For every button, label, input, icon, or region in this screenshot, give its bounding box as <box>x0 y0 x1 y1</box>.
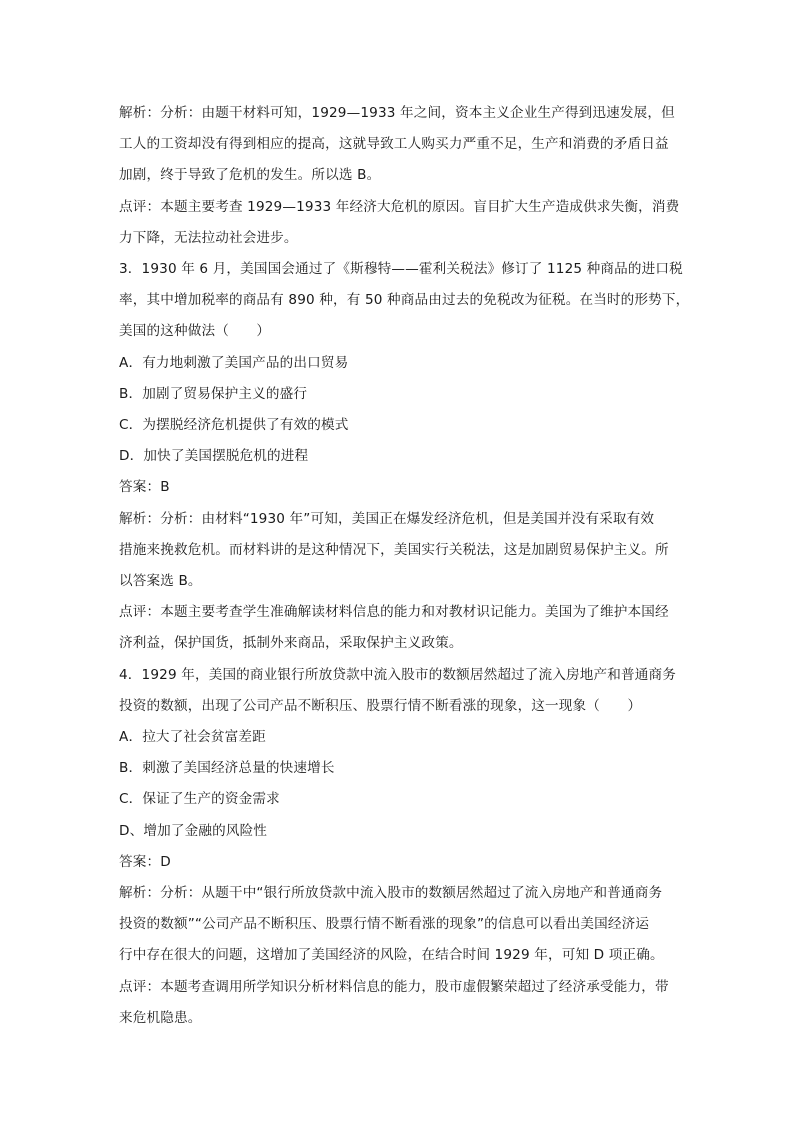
document-page <box>119 98 690 1034</box>
option-text: C．为摆脱经济危机提供了有效的模式 <box>119 417 349 434</box>
text-line: 济利益，保护国货，抵制外来商品，采取保护主义政策。 <box>119 635 463 652</box>
answer-3 <box>119 472 679 503</box>
text-line: 来危机隐患。 <box>119 1009 202 1026</box>
question-3-stem <box>119 254 690 348</box>
option-text: D、增加了金融的风险性 <box>119 822 268 839</box>
question-4-option-d <box>119 816 679 847</box>
analysis-paragraph <box>119 98 679 192</box>
text-line: 以答案选 B。 <box>119 573 202 590</box>
question-3-option-a <box>119 348 679 379</box>
text-line: 点评：本题主要考查学生准确解读材料信息的能力和对教材识记能力。美国为了维护本国经 <box>119 604 669 621</box>
text-line: 3．1930 年 6 月，美国国会通过了《斯穆特——霍利关税法》修订了 1125 种商品的进口税 <box>119 261 683 278</box>
text-line: 加剧，终于导致了危机的发生。所以选 B。 <box>119 167 381 184</box>
text-line: 点评：本题考查调用所学知识分析材料信息的能力，股市虚假繁荣超过了经济承受能力，带 <box>119 978 669 995</box>
analysis-paragraph <box>119 504 679 598</box>
text-line: 行中存在很大的问题，这增加了美国经济的风险，在结合时间 1929 年，可知 D 项正确。 <box>119 947 664 964</box>
option-text: A．拉大了社会贫富差距 <box>119 729 266 746</box>
comment-paragraph <box>119 192 679 254</box>
question-4-stem <box>119 660 679 722</box>
option-text: A．有力地刺激了美国产品的出口贸易 <box>119 354 349 371</box>
text-line: 工人的工资却没有得到相应的提高，这就导致工人购买力严重不足，生产和消费的矛盾日益 <box>119 136 669 153</box>
question-3-option-c <box>119 410 679 441</box>
option-text: B．加剧了贸易保护主义的盛行 <box>119 385 308 402</box>
text-line: 率，其中增加税率的商品有 890 种，有 50 种商品由过去的免税改为征税。在当时的形势下， <box>119 292 690 309</box>
question-3-option-b <box>119 379 679 410</box>
question-4-option-b <box>119 753 679 784</box>
option-text: D．加快了美国摆脱危机的进程 <box>119 448 309 465</box>
text-line: 4．1929 年，美国的商业银行所放贷款中流入股市的数额居然超过了流入房地产和普通商务 <box>119 666 676 683</box>
text-line: 美国的这种做法（ ） <box>119 323 271 340</box>
answer-text: 答案：D <box>119 853 171 870</box>
option-text: C．保证了生产的资金需求 <box>119 791 280 808</box>
answer-4 <box>119 847 679 878</box>
text-line: 力下降，无法拉动社会进步。 <box>119 229 298 246</box>
comment-paragraph <box>119 972 679 1034</box>
question-3-option-d <box>119 441 679 472</box>
text-line: 点评：本题主要考查 1929—1933 年经济大危机的原因。盲目扩大生产造成供求失衡，消费 <box>119 198 680 215</box>
text-line: 投资的数额，出现了公司产品不断积压、股票行情不断看涨的现象，这一现象（ ） <box>119 697 642 714</box>
analysis-paragraph <box>119 878 679 972</box>
text-line: 解析：分析：由题干材料可知，1929—1933 年之间，资本主义企业生产得到迅速发展，但 <box>119 105 675 121</box>
comment-paragraph <box>119 597 679 659</box>
text-line: 投资的数额”“公司产品不断积压、股票行情不断看涨的现象”的信息可以看出美国经济运 <box>119 916 650 933</box>
option-text: B．刺激了美国经济总量的快速增长 <box>119 760 335 777</box>
text-line: 解析：分析：从题干中“银行所放贷款中流入股市的数额居然超过了流入房地产和普通商务 <box>119 885 663 902</box>
text-line: 措施来挽救危机。而材料讲的是这种情况下，美国实行关税法，这是加剧贸易保护主义。所 <box>119 541 669 558</box>
text-line: 解析：分析：由材料“1930 年”可知，美国正在爆发经济危机，但是美国并没有采取有效 <box>119 510 655 527</box>
question-4-option-a <box>119 722 679 753</box>
question-4-option-c <box>119 784 679 815</box>
answer-text: 答案：B <box>119 479 170 496</box>
